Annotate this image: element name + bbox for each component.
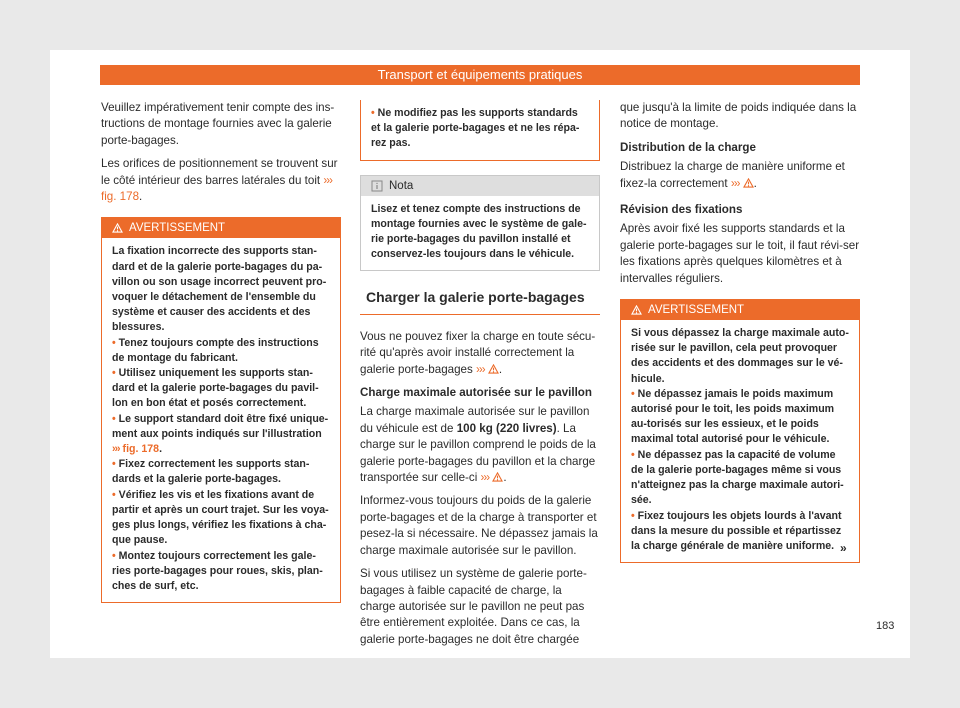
distribution-text: Distribuez la charge de manière uniforme et fixez-la correctement	[620, 160, 845, 190]
warning-body	[102, 238, 340, 602]
warning-header	[102, 218, 340, 238]
column-2	[360, 100, 600, 655]
warning-title: AVERTISSEMENT	[129, 222, 226, 235]
intro-paragraph: Veuillez impérativement tenir compte des ins-tructions de montage fournies avec la galerie porte-bagages.	[101, 101, 335, 147]
page-header: Transport et équipements pratiques	[100, 65, 860, 85]
ref-arrows: ›››	[112, 443, 120, 456]
bullet-text: Le support standard doit être fixé unique-ment aux points indiqués sur l'illustration	[112, 412, 329, 440]
subheading: Charge maximale autorisée sur le pavillon	[360, 386, 592, 400]
warning-box	[620, 299, 860, 563]
positioning-text: Les orifices de positionnement se trouvent sur le côté intérieur des barres latérales du toit	[101, 157, 338, 187]
warning-icon[interactable]	[488, 364, 499, 374]
info-icon	[371, 180, 383, 192]
load-text: Vous ne pouvez fixer la charge en toute sécu-rité qu'après avoir installé correctement la galerie porte-bagages	[360, 329, 596, 376]
note-title: Nota	[389, 179, 414, 192]
section-title: Charger la galerie porte-bagages	[360, 289, 600, 314]
note-body: Lisez et tenez compte des instructions de montage fournies avec le système de gale-rie porte-bagages du pavillon installé et conservez-les toujours dans le véhicule.	[371, 202, 587, 261]
bullet-text: Montez toujours correctement les gale-ries porte-bagages pour roues, skis, plan-ches de surf, etc.	[112, 549, 323, 592]
warning-bullet: • Tenez toujours compte des instructions de montage du fabricant.	[112, 336, 319, 364]
bullet-text: Tenez toujours compte des instructions de montage du fabricant.	[112, 336, 319, 364]
ref-arrows: ›››	[730, 176, 740, 190]
warning-box-continued	[360, 100, 600, 161]
fig-link[interactable]: fig. 178	[101, 190, 140, 204]
max-load-paragraph: La charge maximale autorisée sur le pavillon du véhicule est de 100 kg (220 livres). La charge sur le pavillon comprend le poids de la galerie porte-bagages du pavillon et la charge transportée sur celle-ci ››› .	[360, 405, 596, 485]
capacity-paragraph: Si vous utilisez un système de galerie porte-bagages à faible capacité de charge, la charge autorisée sur le pavillon ne peut pas être entièrement exploitée. Dans ce cas, la galerie porte-bagages ne doit être chargée	[360, 567, 587, 646]
warning-icon	[631, 305, 642, 315]
warning-box	[101, 217, 341, 603]
ref-arrows: ›››	[476, 362, 485, 376]
bullet-text: Vérifiez les vis et les fixations avant de partir et après un court trajet. Sur les voya-ges plus longs, vérifiez les fixations à cha-que pause.	[112, 488, 329, 547]
warning-bullet: • Le support standard doit être fixé unique-ment aux points indiqués sur l'illustration ››› fig. 178.	[112, 412, 329, 456]
distribution-paragraph: Distribuez la charge de manière uniforme et fixez-la correctement ››› .	[620, 160, 845, 190]
column-1	[101, 100, 341, 603]
subheading: Révision des fixations	[620, 203, 743, 217]
bullet-text: Ne dépassez jamais le poids maximum autorisé pour le toit, les poids maximum au-torisés sur les essieux, et le poids maximal total autorisé pour le véhicule.	[631, 387, 835, 446]
weight-paragraph: Informez-vous toujours du poids de la galerie porte-bagages et de la charge à transporter et pesez-la si nécessaire. Ne dépassez jamais la charge maximale autorisée sur le pavillon.	[360, 494, 598, 557]
subheading: Distribution de la charge	[620, 140, 756, 154]
warning-icon[interactable]	[743, 178, 754, 188]
warning-body	[621, 320, 859, 562]
warning-intro: La fixation incorrecte des supports stan-dard et de la galerie porte-bagages du pa-villon ou son usage incorrect peuvent pro-voquer le détachement de l'ensemble du système et causer des accidents et des blessures.	[112, 245, 327, 334]
ref-arrows: ›››	[323, 173, 332, 187]
continue-mark: »	[840, 541, 847, 555]
note-box	[360, 175, 600, 272]
warning-bullet: • Ne modifiez pas les supports standards et la galerie porte-bagages et ne les répa-rez pas.	[371, 107, 580, 150]
bullet-text: Utilisez uniquement les supports stan-dard et la galerie porte-bagages du pavil-lon en bon état et posés correctement.	[112, 367, 319, 410]
max-load-text-2: . La charge sur le pavillon comprend le poids de la galerie porte-bagages du pavillon et la charge transportée sur celle-ci	[360, 421, 596, 485]
ref-arrows: ›››	[480, 471, 490, 485]
revision-paragraph: Après avoir fixé les supports standards et la galerie porte-bagages sur le toit, il faut révi-ser les fixations après quelques kilomètres et à intervalles réguliers.	[620, 222, 860, 285]
warning-bullet: • Montez toujours correctement les gale-ries porte-bagages pour roues, skis, plan-ches de surf, etc.	[112, 549, 323, 592]
warning-icon[interactable]	[492, 472, 503, 482]
load-paragraph: Vous ne pouvez fixer la charge en toute sécu-rité qu'après avoir installé correctement la galerie porte-bagages ››› .	[360, 329, 596, 376]
max-load-text: La charge maximale autorisée sur le pavillon du véhicule est de	[360, 405, 590, 435]
max-load-value: 100 kg (220 livres)	[456, 421, 557, 435]
warning-bullet: • Fixez correctement les supports stan-dards et la galerie porte-bagages.	[112, 458, 310, 486]
note-header	[361, 176, 599, 196]
warning-icon	[112, 223, 123, 233]
warning-bullet: • Utilisez uniquement les supports stan-dard et la galerie porte-bagages du pavil-lon en bon état et posés correctement.	[112, 367, 319, 410]
warning-bullet: • Ne dépassez pas la capacité de volume de la galerie porte-bagages même si vous n'atteignez pas la charge maximale autori-sée.	[631, 448, 844, 507]
positioning-paragraph: Les orifices de positionnement se trouvent sur le côté intérieur des barres latérales du toit ››› fig. 178.	[101, 157, 338, 204]
bullet-text: Fixez correctement les supports stan-dards et la galerie porte-bagages.	[112, 458, 310, 486]
warning-body	[361, 100, 599, 160]
bullet-text: Ne dépassez pas la capacité de volume de la galerie porte-bagages même si vous n'atteignez pas la charge maximale autori-sée.	[631, 448, 844, 507]
warning-header	[621, 300, 859, 320]
warning-intro: Si vous dépassez la charge maximale auto-risée sur le pavillon, cela peut provoquer des accidents et des dommages sur le vé-hicule.	[631, 327, 849, 385]
bullet-text: Fixez toujours les objets lourds à l'avant dans la mesure du possible et répartissez la charge générale de manière uniforme.	[631, 509, 842, 552]
limit-paragraph: que jusqu'à la limite de poids indiquée dans la notice de montage.	[620, 101, 857, 131]
warning-title: AVERTISSEMENT	[648, 304, 745, 317]
fig-link[interactable]: fig. 178	[122, 443, 160, 456]
warning-bullet: • Vérifiez les vis et les fixations avant de partir et après un court trajet. Sur les voya-ges plus longs, vérifiez les fixations à cha-que pause.	[112, 488, 329, 547]
column-3	[620, 100, 860, 563]
warning-bullet: • Fixez toujours les objets lourds à l'avant dans la mesure du possible et répartissez la charge générale de manière uniforme.	[631, 509, 842, 552]
page-number: 183	[876, 620, 895, 632]
bullet-text: Ne modifiez pas les supports standards et la galerie porte-bagages et ne les répa-rez pas.	[371, 107, 580, 150]
warning-bullet: • Ne dépassez jamais le poids maximum autorisé pour le toit, les poids maximum au-torisés sur les essieux, et le poids maximal total autorisé pour le véhicule.	[631, 387, 835, 446]
